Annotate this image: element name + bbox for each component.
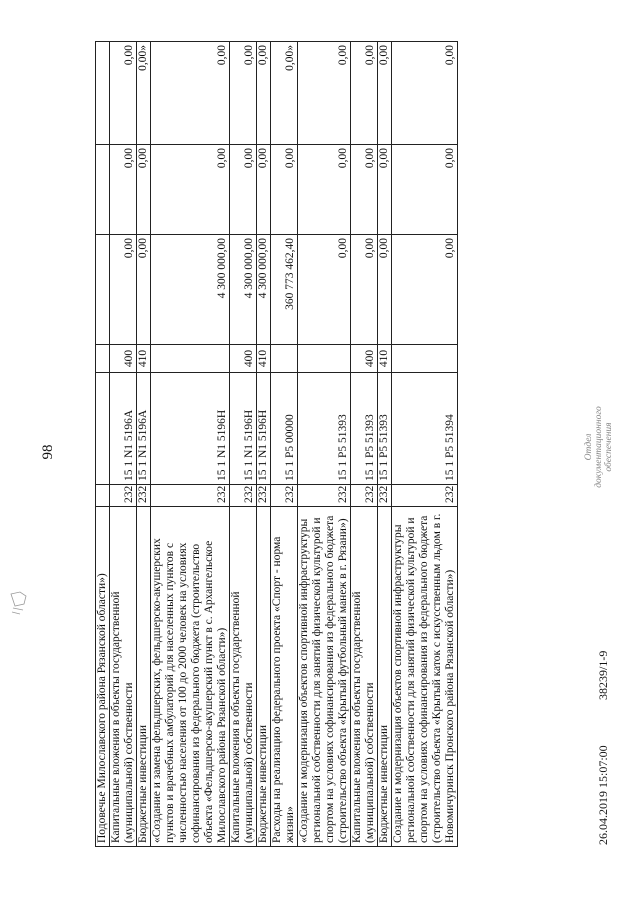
cell-v3: 0,00» xyxy=(137,42,151,145)
stamp-line-2: обеспечения xyxy=(604,422,614,472)
cell-target: 15 1 N1 5196Н xyxy=(230,373,257,485)
cell-v3: 0,00 xyxy=(378,42,392,145)
stamp-line-1: Отдел документационного xyxy=(584,406,604,488)
cell-vr: 410 xyxy=(257,345,271,373)
cell-target: 15 1 P5 51393 xyxy=(298,373,351,485)
cell-vr: 410 xyxy=(378,345,392,373)
cell-v1: 4 300 000,00 xyxy=(257,235,271,345)
budget-table xyxy=(95,41,458,847)
cell-target: 15 1 N1 5196А xyxy=(110,373,137,485)
table-row xyxy=(392,42,458,847)
cell-vr: 400 xyxy=(351,345,378,373)
cell-vr: 410 xyxy=(137,345,151,373)
cell-v2: 0,00 xyxy=(110,145,137,235)
cell-code: 232 xyxy=(298,485,351,507)
cell-vr xyxy=(151,345,230,373)
cell-v2: 0,00 xyxy=(392,145,458,235)
cell-v3: 0,00 xyxy=(392,42,458,145)
cell-name: Создание и модернизация объектов спортивной инфраструктуры региональной собственности для занятий физической культурой и спортом на условиях софинансирования из федерального бюджета (строительство объекта «Крытый каток с искусственным льдом в г. Новомичуринск Пронского района Рязанской области») xyxy=(392,507,458,847)
cell-target xyxy=(96,373,110,485)
table-row xyxy=(378,42,392,847)
cell-v2: 0,00 xyxy=(257,145,271,235)
cell-v2: 0,00 xyxy=(137,145,151,235)
scan-seal-icon xyxy=(8,590,30,616)
department-stamp xyxy=(584,397,614,497)
table-row xyxy=(151,42,230,847)
cell-v2: 0,00 xyxy=(378,145,392,235)
page-number: 98 xyxy=(40,444,56,460)
cell-vr xyxy=(271,345,298,373)
cell-v3: 0,00 xyxy=(298,42,351,145)
cell-code: 232 xyxy=(392,485,458,507)
cell-name: Капитальные вложения в объекты государственной (муниципальной) собственности xyxy=(230,507,257,847)
cell-name: Бюджетные инвестиции xyxy=(257,507,271,847)
cell-name: Капитальные вложения в объекты государственной (муниципальной) собственности xyxy=(110,507,137,847)
cell-code: 232 xyxy=(110,485,137,507)
cell-code: 232 xyxy=(378,485,392,507)
cell-v3 xyxy=(96,42,110,145)
cell-vr: 400 xyxy=(110,345,137,373)
cell-v3: 0,00 xyxy=(257,42,271,145)
cell-target: 15 1 N1 5196Н xyxy=(151,373,230,485)
cell-vr xyxy=(298,345,351,373)
cell-target: 15 1 P5 51393 xyxy=(351,373,378,485)
cell-code: 232 xyxy=(257,485,271,507)
cell-name: Подовечье Милославского района Рязанской области») xyxy=(96,507,110,847)
cell-v3: 0,00 xyxy=(151,42,230,145)
cell-code: 232 xyxy=(230,485,257,507)
cell-v1: 0,00 xyxy=(137,235,151,345)
cell-v3: 0,00» xyxy=(271,42,298,145)
cell-target: 15 1 N1 5196А xyxy=(137,373,151,485)
table-row xyxy=(137,42,151,847)
cell-vr xyxy=(392,345,458,373)
cell-target: 15 1 P5 00000 xyxy=(271,373,298,485)
cell-target: 15 1 P5 51393 xyxy=(378,373,392,485)
cell-name: Бюджетные инвестиции xyxy=(378,507,392,847)
cell-v1: 0,00 xyxy=(392,235,458,345)
cell-name: Капитальные вложения в объекты государственной (муниципальной) собственности xyxy=(351,507,378,847)
cell-code: 232 xyxy=(137,485,151,507)
cell-name: Расходы на реализацию федерального проекта «Спорт - норма жизни» xyxy=(271,507,298,847)
cell-v2: 0,00 xyxy=(151,145,230,235)
cell-v2 xyxy=(96,145,110,235)
table-row xyxy=(230,42,257,847)
cell-v1: 0,00 xyxy=(378,235,392,345)
cell-v1: 360 773 462,40 xyxy=(271,235,298,345)
table-row xyxy=(271,42,298,847)
cell-v2: 0,00 xyxy=(351,145,378,235)
cell-v2: 0,00 xyxy=(298,145,351,235)
cell-v1: 0,00 xyxy=(298,235,351,345)
cell-target: 15 1 N1 5196Н xyxy=(257,373,271,485)
cell-name: Бюджетные инвестиции xyxy=(137,507,151,847)
footer-date: 26.04.2019 15:07:00 xyxy=(596,745,610,845)
table-row xyxy=(257,42,271,847)
table-row xyxy=(96,42,110,847)
table-row xyxy=(351,42,378,847)
cell-v1: 0,00 xyxy=(110,235,137,345)
cell-v1: 0,00 xyxy=(351,235,378,345)
cell-name: «Создание и замена фельдшерских, фельдшерско-акушерских пунктов и врачебных амбулаторий для населенных пунктов с численностью населения от 100 до 2000 человек на условиях софинансирования из федерального бюджета (строительство объекта «Фельдшерско-акушерский пункт в с. Архангельское Милославского района Рязанской области») xyxy=(151,507,230,847)
cell-v1: 4 300 000,00 xyxy=(230,235,257,345)
cell-code: 232 xyxy=(351,485,378,507)
cell-code: 232 xyxy=(151,485,230,507)
cell-v3: 0,00 xyxy=(230,42,257,145)
cell-name: «Создание и модернизация объектов спортивной инфраструктуры региональной собственности для занятий физической культурой и спортом на условиях софинансирования из федерального бюджета (строительство объекта «Крытый футбольный манеж в г. Рязани») xyxy=(298,507,351,847)
cell-v2: 0,00 xyxy=(230,145,257,235)
cell-v1: 4 300 000,00 xyxy=(151,235,230,345)
cell-target: 15 1 P5 51394 xyxy=(392,373,458,485)
footer-code: 38239/1-9 xyxy=(596,650,610,700)
cell-v3: 0,00 xyxy=(351,42,378,145)
cell-v2: 0,00 xyxy=(271,145,298,235)
cell-code: 232 xyxy=(271,485,298,507)
table-row xyxy=(110,42,137,847)
cell-v1 xyxy=(96,235,110,345)
table-row xyxy=(298,42,351,847)
cell-code xyxy=(96,485,110,507)
cell-vr xyxy=(96,345,110,373)
cell-v3: 0,00 xyxy=(110,42,137,145)
cell-vr: 400 xyxy=(230,345,257,373)
